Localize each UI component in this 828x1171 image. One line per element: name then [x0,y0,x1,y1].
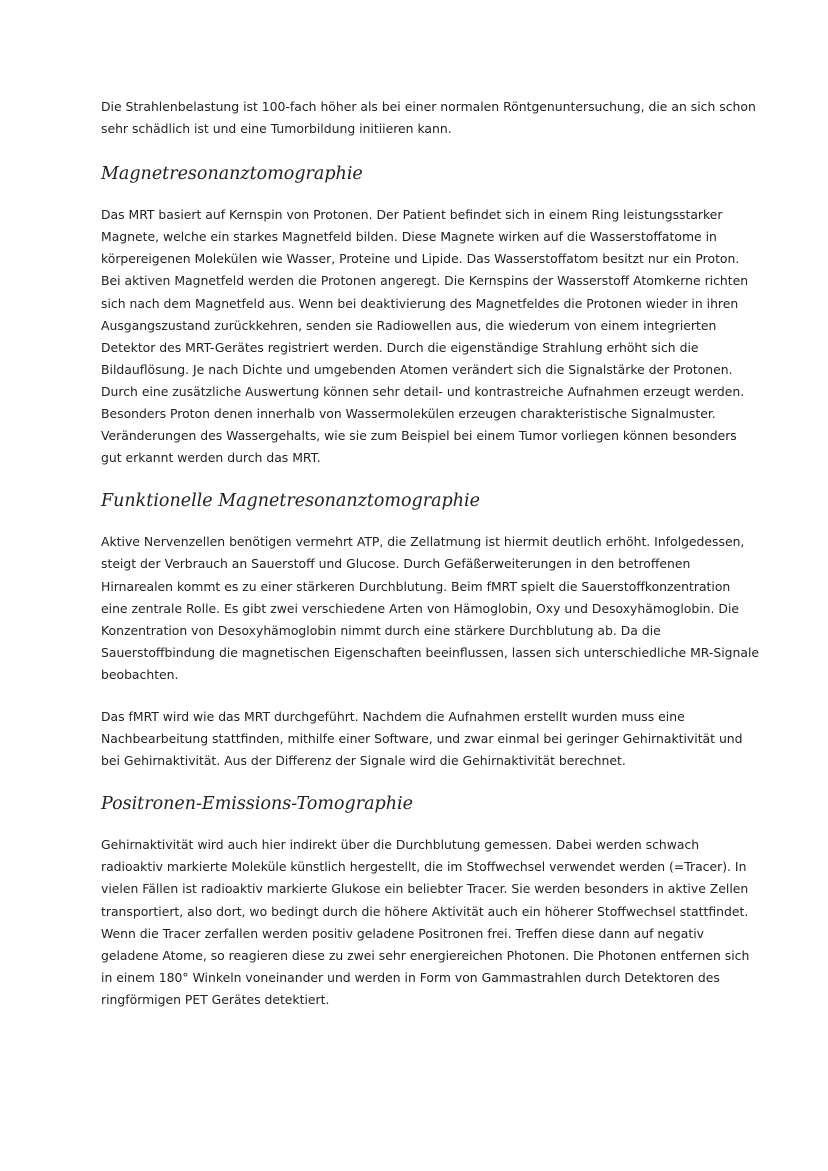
text-line: Aktive Nervenzellen benötigen vermehrt ATP, die Zellatmung ist hiermit deutlich erhöht. Infolgedessen, [101,534,745,550]
text-line: sich nach dem Magnetfeld aus. Wenn bei deaktivierung des Magnetfeldes die Protonen wieder in ihren [101,295,739,311]
text-line: Sauerstoffbindung die magnetischen Eigenschaften beeinflussen, lassen sich unterschiedliche MR-Signale [101,644,760,660]
paragraph-mrt [101,204,749,469]
document-body [101,96,760,1031]
text-line: Durch eine zusätzliche Auswertung können sehr detail- und kontrastreiche Aufnahmen erzeugt werden. [101,383,745,399]
text-line: Besonders Proton denen innerhalb von Wassermolekülen erzeugen charakteristische Signalmuster. [101,406,716,422]
section-heading-mrt: Magnetresonanztomographie [101,164,363,185]
text-line: Konzentration von Desoxyhämoglobin nimmt durch eine stärkere Durchblutung ab. Da die [101,622,661,638]
text-line: vielen Fällen ist radioaktiv markierte Glukose ein beliebter Tracer. Sie werden besonders in aktive Zellen [101,881,749,897]
section-heading-pet: Positronen-Emissions-Tomographie [101,794,413,815]
text-line: geladene Atome, so reagieren diese zu zwei sehr energiereichen Photonen. Die Photonen entfernen sich [101,947,750,963]
intro-paragraph [101,96,756,140]
paragraph-fmrt-1 [101,531,760,686]
text-line: Die Strahlenbelastung ist 100-fach höher als bei einer normalen Röntgenuntersuchung, die an sich schon [101,99,756,114]
text-line: Detektor des MRT-Gerätes registriert werden. Durch die eigenständige Strahlung erhöht sich die [101,339,699,355]
text-line: Das MRT basiert auf Kernspin von Protonen. Der Patient befindet sich in einem Ring leistungsstarker [101,207,723,223]
text-line: Ausgangszustand zurückkehren, senden sie Radiowellen aus, die wiederum von einem integrierten [101,317,717,333]
text-line: Gehirnaktivität wird auch hier indirekt über die Durchblutung gemessen. Dabei werden schwach [101,837,700,853]
text-line: transportiert, also dort, wo bedingt durch die höhere Aktivität auch ein höherer Stoffwechsel stattfindet. [101,903,749,919]
text-line: Wenn die Tracer zerfallen werden positiv geladene Positronen frei. Treffen diese dann auf negativ [101,925,704,941]
text-line: sehr schädlich ist und eine Tumorbildung initiieren kann. [101,121,452,137]
text-line: Veränderungen des Wassergehalts, wie sie zum Beispiel bei einem Tumor vorliegen können besonders [101,428,737,444]
paragraph-pet [101,834,750,1011]
text-line: körpereigenen Molekülen wie Wasser, Proteine und Lipide. Das Wasserstoffatom besitzt nur ein Proton. [101,251,740,267]
text-line: steigt der Verbrauch an Sauerstoff und Glucose. Durch Gefäßerweiterungen in den betroffenen [101,556,691,572]
text-line: Nachbearbeitung stattfinden, mithilfe einer Software, und zwar einmal bei geringer Gehirnaktivität und [101,731,743,747]
text-line: Das fMRT wird wie das MRT durchgeführt. Nachdem die Aufnahmen erstellt wurden muss eine [101,708,685,724]
text-line: bei Gehirnaktivität. Aus der Differenz der Signale wird die Gehirnaktivität berechnet. [101,753,626,769]
paragraph-fmrt-2 [101,706,743,772]
text-line: Bei aktiven Magnetfeld werden die Protonen angeregt. Die Kernspins der Wasserstoff Atomkerne richten [101,273,749,289]
text-line: ringförmigen PET Gerätes detektiert. [101,991,330,1007]
text-line: beobachten. [101,666,179,682]
text-line: Hirnarealen kommt es zu einer stärkeren Durchblutung. Beim fMRT spielt die Sauerstoffkonzentration [101,578,731,594]
section-heading-fmrt: Funktionelle Magnetresonanztomographie [101,491,480,512]
text-line: in einem 180° Winkeln voneinander und werden in Form von Gammastrahlen durch Detektoren des [101,969,720,985]
text-line: Magnete, welche ein starkes Magnetfeld bilden. Diese Magnete wirken auf die Wasserstoffatome in [101,229,717,245]
text-line: eine zentrale Rolle. Es gibt zwei verschiedene Arten von Hämoglobin, Oxy und Desoxyhämoglobin. Die [101,600,740,616]
text-line: gut erkannt werden durch das MRT. [101,450,321,466]
text-line: Bildauflösung. Je nach Dichte und umgebenden Atomen verändert sich die Signalstärke der Protonen. [101,361,733,377]
text-line: radioaktiv markierte Moleküle künstlich hergestellt, die im Stoffwechsel verwendet werden (=Tracer). In [101,859,747,875]
